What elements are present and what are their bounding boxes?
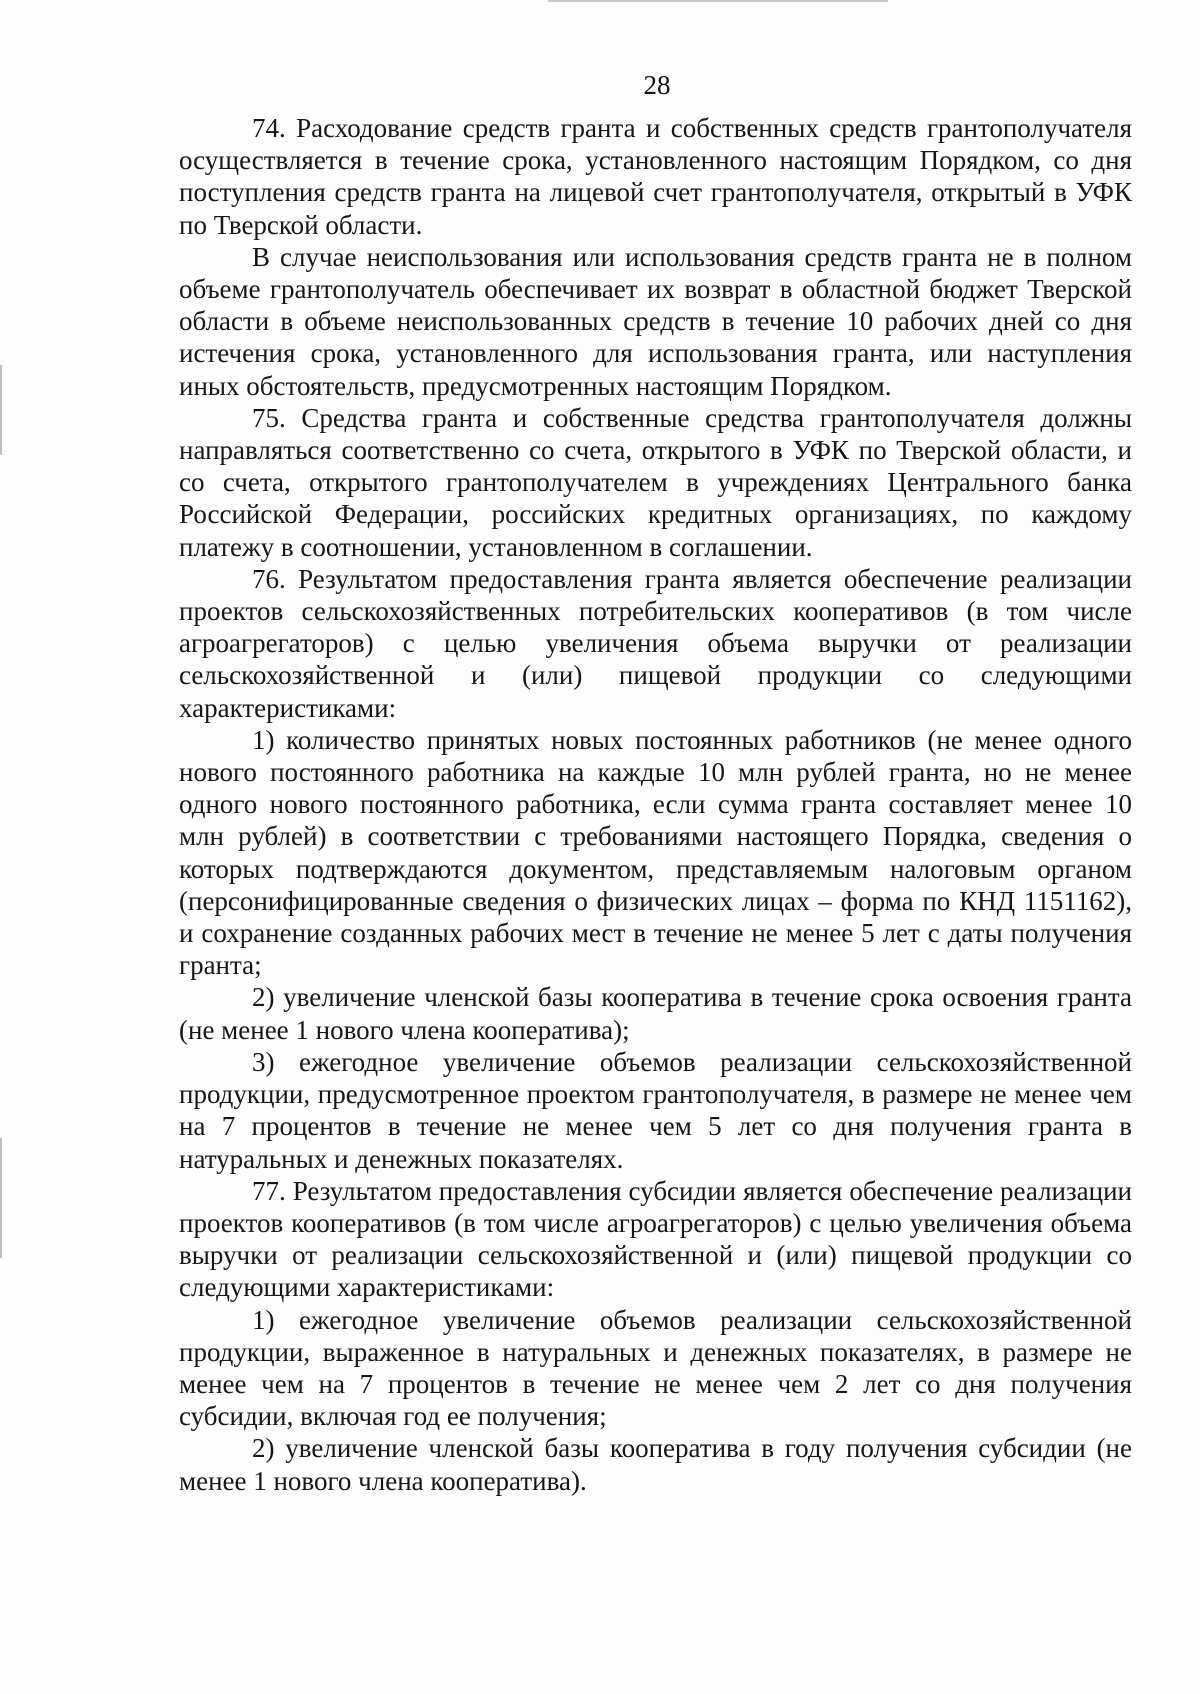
list-item-76-2: 2) увеличение членской базы кооператива в течение срока освоения гранта (не менее 1 нового члена кооператива); (179, 982, 1132, 1045)
paragraph-74-refund: В случае неиспользования или использования средств гранта не в полном объеме грантополучатель обеспечивает их возврат в областной бюджет Тверской области в объеме неиспользованных средств в течение 10 рабочих дней со дня истечения срока, установленного для использования гранта, или наступления иных обстоятельств, предусмотренных настоящим Порядком. (179, 241, 1132, 401)
list-item-76-1: 1) количество принятых новых постоянных работников (не менее одного нового постоянного работника на каждые 10 млн рублей гранта, но не менее одного нового постоянного работника, если сумма гранта составляет менее 10 млн рублей) в соответствии с требованиями настоящего Порядка, сведения о которых подтверждаются документом, представляемым налоговым органом (персонифицированные сведения о физических лицах – форма по КНД 1151162), и сохранение созданных рабочих мест в течение не менее 5 лет с даты получения гранта; (179, 724, 1132, 981)
scan-margin-mark (0, 1138, 2, 1258)
paragraph-77: 77. Результатом предоставления субсидии является обеспечение реализации проектов кооперативов (в том числе агроагрегаторов) с целью увеличения объема выручки от реализации сельскохозяйственной и (или) пищевой продукции со следующими характеристиками: (179, 1175, 1132, 1303)
document-body (179, 112, 1132, 1497)
list-item-77-1: 1) ежегодное увеличение объемов реализации сельскохозяйственной продукции, выраженное в натуральных и денежных показателях, в размере не менее чем на 7 процентов в течение не менее чем 2 лет со дня получения субсидии, включая год ее получения; (179, 1304, 1132, 1432)
paragraph-74: 74. Расходование средств гранта и собственных средств грантополучателя осуществляется в течение срока, установленного настоящим Порядком, со дня поступления средств гранта на лицевой счет грантополучателя, открытый в УФК по Тверской области. (179, 113, 1132, 240)
page-number: 28 (643, 70, 671, 100)
paragraph-75: 75. Средства гранта и собственные средства грантополучателя должны направляться соответственно со счета, открытого в УФК по Тверской области, и со счета, открытого грантополучателем в учреждениях Центрального банка Российской Федерации, российских кредитных организациях, по каждому платежу в соотношении, установленном в соглашении. (179, 402, 1132, 562)
paragraph-76: 76. Результатом предоставления гранта является обеспечение реализации проектов сельскохозяйственных потребительских кооперативов (в том числе агроагрегаторов) с целью увеличения объема выручки от реализации сельскохозяйственной и (или) пищевой продукции со следующими характеристиками: (179, 563, 1132, 723)
scan-margin-mark (0, 365, 2, 455)
scan-edge-line (548, 0, 888, 2)
list-item-76-3: 3) ежегодное увеличение объемов реализации сельскохозяйственной продукции, предусмотренное проектом грантополучателя, в размере не менее чем на 7 процентов в течение не менее чем 5 лет со дня получения гранта в натуральных и денежных показателях. (179, 1046, 1132, 1174)
list-item-77-2: 2) увеличение членской базы кооператива в году получения субсидии (не менее 1 нового члена кооператива). (179, 1433, 1132, 1496)
